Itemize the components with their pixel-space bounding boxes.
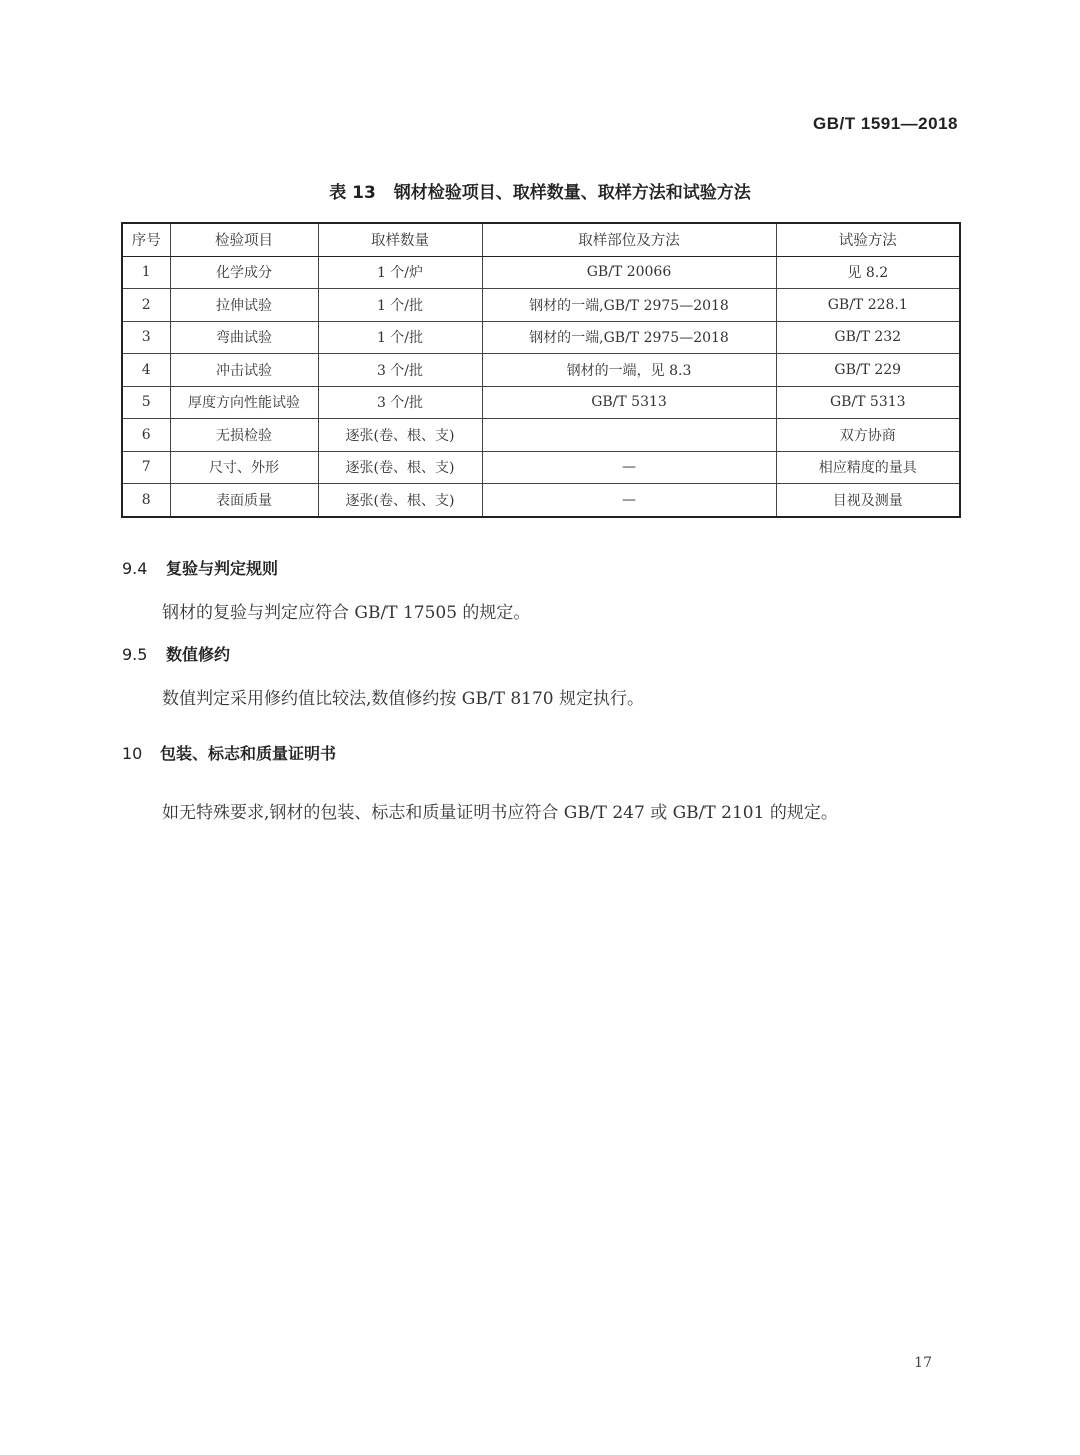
section-number: 9.4 <box>122 559 148 578</box>
cell-item: 表面质量 <box>170 484 318 517</box>
cell-item: 拉伸试验 <box>170 289 318 322</box>
table-row <box>122 419 960 452</box>
section-heading-9-5 <box>122 642 230 665</box>
cell-seq: 1 <box>122 256 170 289</box>
cell-sampling: GB/T 20066 <box>482 256 776 289</box>
section-number: 10 <box>122 744 143 763</box>
cell-sampling: GB/T 5313 <box>482 386 776 419</box>
table-row <box>122 386 960 419</box>
cell-test-method: GB/T 228.1 <box>776 289 960 322</box>
cell-item: 化学成分 <box>170 256 318 289</box>
section-body-9-5: 数值判定采用修约值比较法,数值修约按 GB/T 8170 规定执行。 <box>162 689 645 709</box>
section-body-9-4: 钢材的复验与判定应符合 GB/T 17505 的规定。 <box>162 603 531 623</box>
cell-quantity: 1 个/批 <box>318 289 482 322</box>
column-header-sampling: 取样部位及方法 <box>482 223 776 256</box>
column-header-item: 检验项目 <box>170 223 318 256</box>
cell-test-method: GB/T 232 <box>776 321 960 354</box>
cell-test-method: 相应精度的量具 <box>776 451 960 484</box>
cell-sampling: — <box>482 451 776 484</box>
section-title: 包装、标志和质量证明书 <box>160 744 337 763</box>
cell-quantity: 1 个/炉 <box>318 256 482 289</box>
cell-quantity: 3 个/批 <box>318 354 482 387</box>
column-header-seq: 序号 <box>122 223 170 256</box>
cell-seq: 3 <box>122 321 170 354</box>
table-row <box>122 289 960 322</box>
cell-sampling <box>482 419 776 452</box>
cell-quantity: 逐张(卷、根、支) <box>318 451 482 484</box>
cell-item: 冲击试验 <box>170 354 318 387</box>
cell-seq: 8 <box>122 484 170 517</box>
table-header-row <box>122 223 960 256</box>
standard-code: GB/T 1591—2018 <box>813 114 958 133</box>
cell-sampling: — <box>482 484 776 517</box>
cell-item: 无损检验 <box>170 419 318 452</box>
table-row <box>122 256 960 289</box>
column-header-quantity: 取样数量 <box>318 223 482 256</box>
cell-test-method: GB/T 229 <box>776 354 960 387</box>
inspection-table <box>121 222 961 518</box>
cell-seq: 6 <box>122 419 170 452</box>
cell-quantity: 3 个/批 <box>318 386 482 419</box>
page-number: 17 <box>914 1355 932 1371</box>
cell-seq: 4 <box>122 354 170 387</box>
table-row <box>122 321 960 354</box>
table-row <box>122 484 960 517</box>
cell-item: 弯曲试验 <box>170 321 318 354</box>
cell-item: 尺寸、外形 <box>170 451 318 484</box>
cell-test-method: 目视及测量 <box>776 484 960 517</box>
section-title: 复验与判定规则 <box>166 559 279 578</box>
table-caption <box>0 178 1080 203</box>
table-caption-number: 表 13 <box>329 183 376 203</box>
cell-seq: 7 <box>122 451 170 484</box>
cell-quantity: 逐张(卷、根、支) <box>318 419 482 452</box>
cell-sampling: 钢材的一端,GB/T 2975—2018 <box>482 321 776 354</box>
cell-quantity: 逐张(卷、根、支) <box>318 484 482 517</box>
section-heading-10 <box>122 741 336 764</box>
cell-item: 厚度方向性能试验 <box>170 386 318 419</box>
cell-test-method: GB/T 5313 <box>776 386 960 419</box>
table-row <box>122 354 960 387</box>
cell-seq: 2 <box>122 289 170 322</box>
column-header-test-method: 试验方法 <box>776 223 960 256</box>
cell-sampling: 钢材的一端,GB/T 2975—2018 <box>482 289 776 322</box>
section-title: 数值修约 <box>166 645 231 664</box>
table-caption-title: 钢材检验项目、取样数量、取样方法和试验方法 <box>393 183 751 203</box>
cell-sampling: 钢材的一端，见 8.3 <box>482 354 776 387</box>
cell-quantity: 1 个/批 <box>318 321 482 354</box>
cell-test-method: 见 8.2 <box>776 256 960 289</box>
cell-seq: 5 <box>122 386 170 419</box>
cell-test-method: 双方协商 <box>776 419 960 452</box>
section-body-10: 如无特殊要求,钢材的包装、标志和质量证明书应符合 GB/T 247 或 GB/T 2101 的规定。 <box>162 803 838 823</box>
table-row <box>122 451 960 484</box>
section-number: 9.5 <box>122 645 148 664</box>
section-heading-9-4 <box>122 556 278 579</box>
